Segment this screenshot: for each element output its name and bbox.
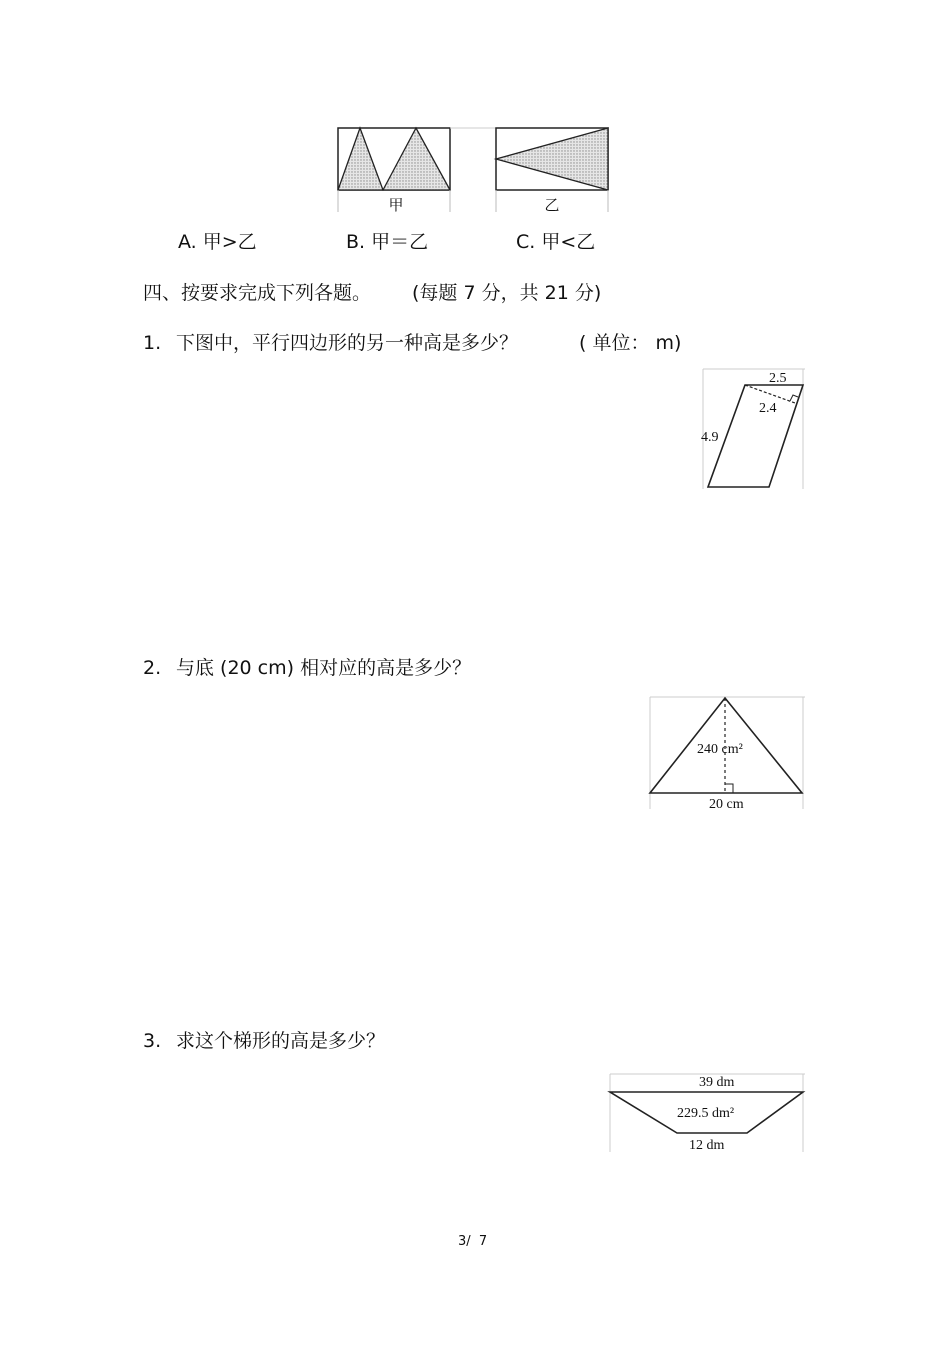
triangle-figure	[645, 693, 810, 813]
option-c: C. 甲<乙	[516, 231, 596, 253]
question-1-number: 1.	[143, 332, 162, 354]
trapezoid-figure	[605, 1070, 810, 1156]
trapezoid-area-label: 229.5 dm²	[677, 1106, 735, 1121]
parallelogram-side-label: 4.9	[701, 430, 719, 445]
trapezoid-top-label: 39 dm	[699, 1075, 735, 1090]
option-b: B. 甲＝乙	[346, 231, 429, 253]
parallelogram-top-label: 2.5	[769, 371, 787, 386]
section-title: 四、按要求完成下列各题。	[143, 282, 372, 304]
option-a: A. 甲>乙	[178, 231, 257, 253]
page-number: 3/ 7	[458, 1234, 488, 1249]
figure-jia	[338, 128, 496, 212]
question-1-text: 下图中，平行四边形的另一种高是多少？	[176, 332, 519, 354]
triangle-base-label: 20 cm	[709, 797, 744, 812]
question-1-unit: ( 单位： m)	[579, 332, 682, 354]
figure-label-jia: 甲	[388, 198, 404, 214]
trapezoid-bottom-label: 12 dm	[689, 1138, 725, 1153]
triangle-area-label: 240 cm²	[697, 742, 743, 757]
question-2-number: 2.	[143, 657, 162, 679]
question-3-number: 3.	[143, 1030, 162, 1052]
parallelogram-figure	[695, 365, 810, 493]
section-points: (每题 7 分，共 21 分)	[412, 282, 602, 304]
question-3-text: 求这个梯形的高是多少？	[176, 1030, 386, 1052]
question-2-text: 与底 (20 cm) 相对应的高是多少？	[176, 657, 472, 679]
area-comparison-figure	[330, 120, 620, 220]
parallelogram-height-label: 2.4	[759, 401, 777, 416]
figure-label-yi: 乙	[544, 198, 560, 214]
